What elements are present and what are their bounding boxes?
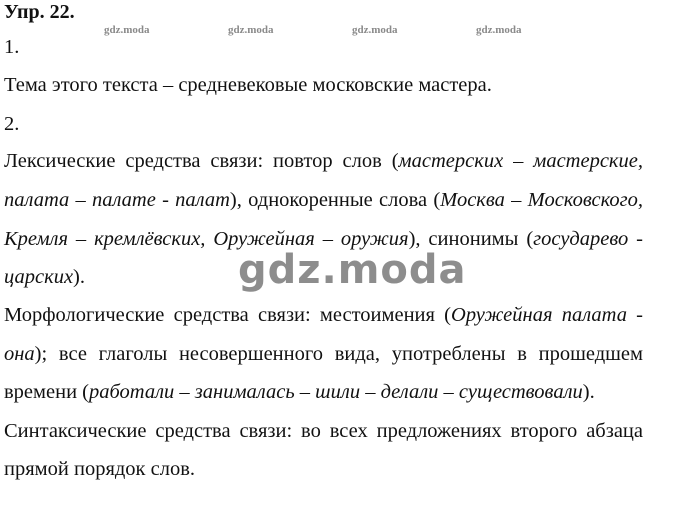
exercise-title: Упр. 22.	[4, 1, 75, 23]
item-number-1: 1.	[4, 36, 20, 58]
morph-line-2: она); все глаголы несовершенного вида, употреблены в прошедшем	[4, 343, 643, 365]
syntax-line-1: Синтаксические средства связи: во всех предложениях второго абзаца	[4, 420, 643, 442]
watermark: gdz.moda	[476, 24, 522, 36]
lexical-line-3: Кремля – кремлёвских, Оружейная – оружия), синонимы (государево -	[4, 228, 643, 250]
syntax-line-2: прямой порядок слов.	[4, 458, 196, 480]
item-number-2: 2.	[4, 113, 20, 135]
watermark: gdz.moda	[104, 24, 150, 36]
watermark: gdz.moda	[352, 24, 398, 36]
watermark: gdz.moda	[228, 24, 274, 36]
lexical-line-1: Лексические средства связи: повтор слов (мастерских – мастерские,	[4, 150, 643, 172]
lexical-line-2: палата – палате - палат), однокоренные слова (Москва – Московского,	[4, 189, 644, 211]
theme-sentence: Тема этого текста – средневековые московские мастера.	[4, 74, 492, 96]
morph-line-3: времени (работали – занималась – шили – делали – существовали).	[4, 381, 595, 403]
lexical-line-4: царских).	[4, 266, 85, 288]
morph-line-1: Морфологические средства связи: местоимения (Оружейная палата -	[4, 304, 643, 326]
center-watermark: gdz.moda	[238, 247, 467, 293]
